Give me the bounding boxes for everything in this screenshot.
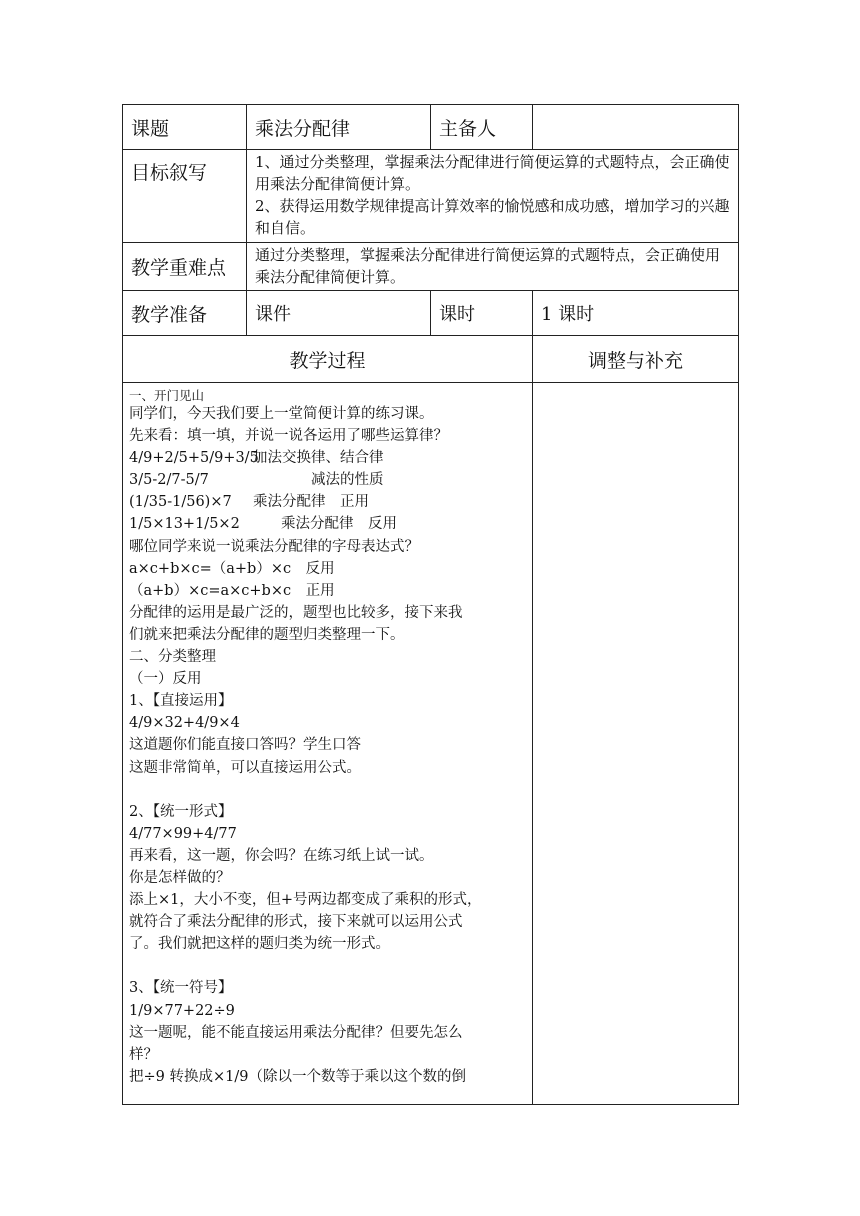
- example-row: [129, 513, 526, 535]
- process-line: 添上×1，大小不变，但+号两边都变成了乘积的形式，: [129, 892, 482, 909]
- blank-line: [129, 955, 526, 977]
- prep-label: 教学准备: [123, 291, 247, 336]
- process-line: 这一题呢，能不能直接运用乘法分配律？但要先怎么: [129, 1024, 463, 1041]
- example-note: 加法交换律、结合律: [253, 450, 384, 467]
- topic-expr: 4/9×32+4/9×4: [129, 715, 240, 732]
- process-line: 分配律的运用是最广泛的，题型也比较多，接下来我: [129, 604, 463, 621]
- key-points: 通过分类整理，掌握乘法分配律进行简便运算的式题特点，会正确使用乘法分配律简便计算。: [247, 243, 739, 291]
- process-line: 了。我们就把这样的题归类为统一形式。: [129, 936, 390, 953]
- process-header: 教学过程: [123, 336, 533, 383]
- adjust-content: [533, 383, 739, 1105]
- process-content: [123, 383, 533, 1105]
- topic-title: 3、【统一符号】: [129, 980, 233, 997]
- topic-label: 课题: [123, 105, 247, 150]
- goals-label: 目标叙写: [123, 150, 247, 243]
- example-note: 减法的性质: [311, 472, 384, 489]
- example-row: [129, 469, 526, 491]
- topic-title: 1、【直接运用】: [129, 693, 233, 710]
- lesson-plan-table: [122, 104, 739, 1105]
- example-expr: 1/5×13+1/5×2: [129, 516, 240, 533]
- process-line: 把÷9 转换成×1/9（除以一个数等于乘以这个数的倒: [129, 1068, 466, 1085]
- example-expr: 3/5-2/7-5/7: [129, 472, 209, 489]
- topic-title: 2、【统一形式】: [129, 803, 233, 820]
- goal-1: 1、通过分类整理，掌握乘法分配律进行简便运算的式题特点，会正确使用乘法分配律简便计算。: [255, 153, 730, 193]
- example-row: [129, 491, 526, 513]
- process-line: 这题非常简单，可以直接运用公式。: [129, 759, 361, 776]
- process-line: 再来看，这一题，你会吗？在练习纸上试一试。: [129, 847, 434, 864]
- example-note: 乘法分配律 正用: [253, 494, 369, 511]
- key-points-label: 教学重难点: [123, 243, 247, 291]
- preparer-value: [533, 105, 739, 150]
- section-1-title: 一、开门见山: [129, 389, 205, 403]
- process-line: 这道题你们能直接口答吗？学生口答: [129, 737, 361, 754]
- subsection-title: （一）反用: [129, 671, 202, 688]
- example-expr: (1/35-1/56)×7: [129, 494, 232, 511]
- topic-value: 乘法分配律: [247, 105, 431, 150]
- process-line: 样？: [129, 1046, 158, 1063]
- section-2-title: 二、分类整理: [129, 649, 216, 666]
- goal-2: 2、获得运用数学规律提高计算效率的愉悦感和成功感，增加学习的兴趣和自信。: [255, 197, 730, 237]
- topic-expr: 1/9×77+22÷9: [129, 1002, 235, 1019]
- formula-line: （a+b）×c=a×c+b×c 正用: [129, 582, 335, 599]
- process-line: 哪位同学来说一说乘法分配律的字母表达式？: [129, 538, 419, 555]
- example-row: [129, 447, 526, 469]
- prep-value: 课件: [247, 291, 431, 336]
- adjust-header: 调整与补充: [533, 336, 739, 383]
- preparer-label: 主备人: [431, 105, 533, 150]
- blank-line: [129, 779, 526, 801]
- process-line: 先来看：填一填，并说一说各运用了哪些运算律？: [129, 428, 448, 445]
- hours-value: 1 课时: [533, 291, 739, 336]
- example-expr: 4/9+2/5+5/9+3/5: [129, 450, 259, 467]
- process-line: 就符合了乘法分配律的形式，接下来就可以运用公式: [129, 914, 463, 931]
- hours-label: 课时: [431, 291, 533, 336]
- process-line: 同学们，今天我们要上一堂简便计算的练习课。: [129, 406, 434, 422]
- topic-expr: 4/77×99+4/77: [129, 825, 237, 842]
- formula-line: a×c+b×c=（a+b）×c 反用: [129, 560, 335, 577]
- process-line: 你是怎样做的？: [129, 869, 231, 886]
- process-line: 们就来把乘法分配律的题型归类整理一下。: [129, 626, 405, 643]
- example-note: 乘法分配律 反用: [281, 516, 397, 533]
